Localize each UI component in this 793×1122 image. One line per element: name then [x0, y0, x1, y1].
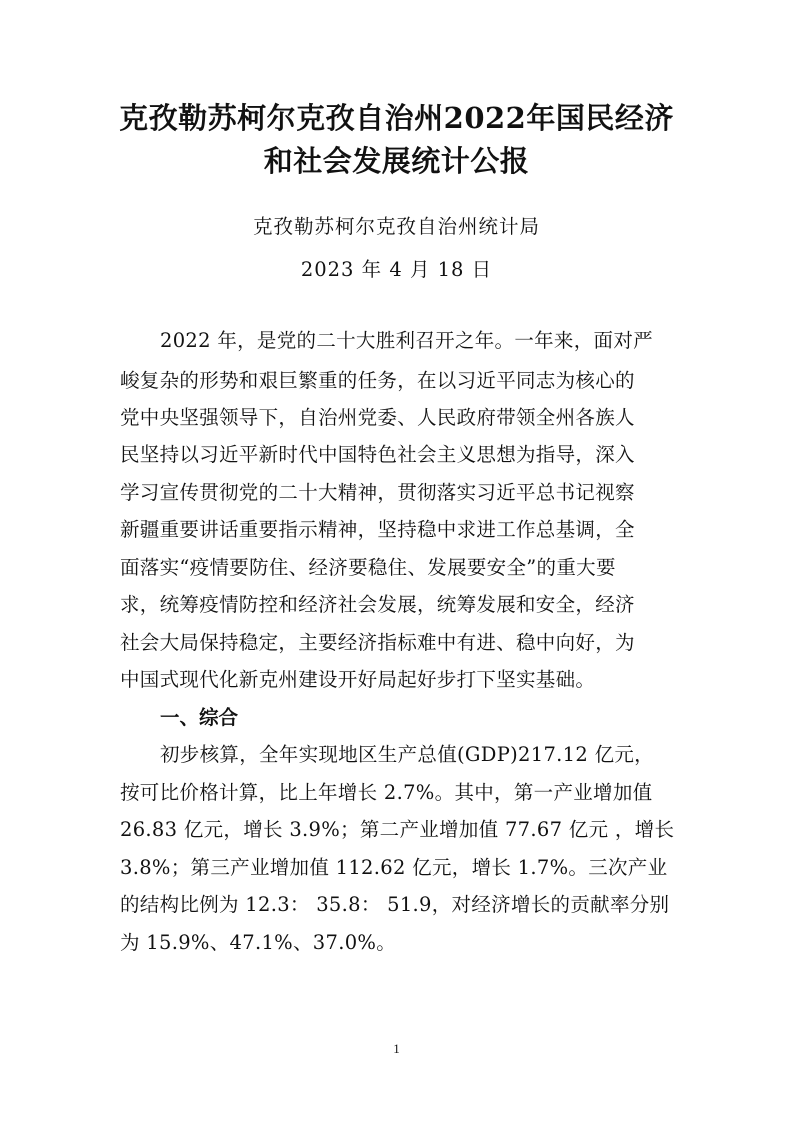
- page-number: 1: [393, 1041, 400, 1056]
- document-title-line-1: 克孜勒苏柯尔克孜自治州2022年国民经济: [119, 101, 674, 135]
- paragraph-line: 学习宣传贯彻党的二十大精神，贯彻落实习近平总书记视察: [120, 481, 635, 504]
- paragraph-line: 党中央坚强领导下，自治州党委、人民政府带领全州各族人: [120, 406, 635, 429]
- paragraph-line: 的结构比例为 12.3： 35.8： 51.9，对经济增长的贡献率分别: [120, 893, 670, 916]
- paragraph-line: 中国式现代化新克州建设开好局起好步打下坚实基础。: [120, 668, 596, 691]
- issuing-organization: 克孜勒苏柯尔克孜自治州统计局: [252, 215, 540, 238]
- paragraph-line: 求，统筹疫情防控和经济社会发展，统筹发展和安全，经济: [120, 593, 635, 616]
- paragraph-line: 新疆重要讲话重要指示精神，坚持稳中求进工作总基调，全: [120, 518, 635, 541]
- publication-date: 2023 年 4 月 18 日: [300, 258, 493, 281]
- paragraph-line: 26.83 亿元，增长 3.9%；第二产业增加值 77.67 亿元 ，增长: [120, 818, 675, 841]
- paragraph-line: 按可比价格计算，比上年增长 2.7%。其中，第一产业增加值: [120, 781, 653, 804]
- paragraph-line: 2022 年，是党的二十大胜利召开之年。一年来，面对严: [160, 329, 653, 352]
- paragraph-line: 初步核算，全年实现地区生产总值(GDP)217.12 亿元，: [160, 743, 654, 766]
- paragraph-line: 民坚持以习近平新时代中国特色社会主义思想为指导，深入: [120, 443, 635, 466]
- paragraph-line: 面落实“疫情要防住、经济要稳住、发展要安全”的重大要: [120, 556, 616, 579]
- paragraph-line: 为 15.9%、47.1%、37.0%。: [120, 931, 397, 954]
- paragraph-line: 社会大局保持稳定，主要经济指标难中有进、稳中向好，为: [120, 631, 635, 654]
- section-heading: 一、综合: [160, 706, 239, 729]
- document-title-line-2: 和社会发展统计公报: [263, 144, 530, 178]
- paragraph-line: 3.8%；第三产业增加值 112.62 亿元，增长 1.7%。三次产业: [120, 856, 668, 879]
- paragraph-line: 峻复杂的形势和艰巨繁重的任务，在以习近平同志为核心的: [120, 369, 635, 392]
